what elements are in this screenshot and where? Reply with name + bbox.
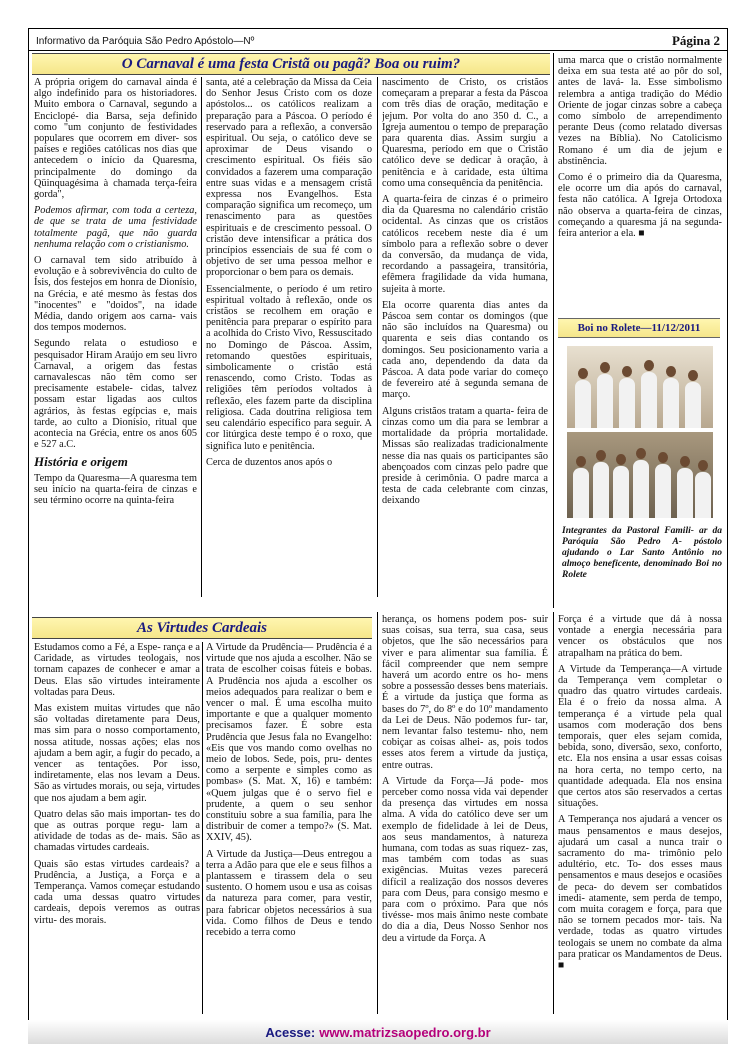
photo-caption: Integrantes da Pastoral Famili- ar da Paróquia São Pedro A- póstolo ajudando o Lar Santo Antônio no almoço beneficente, denominado Boi no Rolete — [562, 526, 722, 580]
group-photo-top — [567, 346, 713, 428]
paragraph: Essencialmente, o período é um retiro espiritual voltado à reflexão, onde os cristãos se recolhem em oração e penitência para preparar o espírito para a acolhida do Cristo Vivo, Ressuscitado no Domingo de Páscoa. Assim, retomando questões espirituais, simbolicamente o cristão está renascendo, como Cristo. Todas as religiões têm períodos voltados à reflexão, eles fazem parte da disciplina religiosa. Cada doutrina religiosa tem seu calendário específico para seguir. A cor litúrgica deste tempo é o roxo, que significa luto e penitência. — [206, 283, 372, 452]
paragraph: A Virtude da Prudência— Prudência é a virtude que nos ajuda a escolher. Não se trata de escolher coisas fúteis e bobas. A Prudência nos ajuda a escolher os meios adequados para realizar o bem e vencer o mal. É uma escolha muito importante e que a qualquer momento precisamos fazer. É sobre esta Prudência que Jesus fala no Evangelho: «Eis que vos mando como ovelhas no meio de lobos. Sede, pois, pru- dentes como a serpente e simples como as pombas» (S. Mat. X, 16) e também: «Quem julgas que é o servo fiel e prudente, a quem o seu senhor constituiu sobre a sua família, para lhe distribuir de comer a tempo?» (S. Mat. XXIV, 45). — [206, 642, 372, 844]
paragraph: A Temperança nos ajudará a vencer os maus pensamentos e maus desejos, ajudará um casal a nunca trair o sacramento do ma- trimônio pelo adultério, etc. To- dos esses maus pensamentos e maus desejos e ocasiões de peca- do devem ser combatidos imedi- atamente, sem perda de tempo, com muita coragem e força, para que não se tornem pecados mor- tais. Na verdade, todas as quatro virtudes teologais se unem no combate da alma para praticar os Mandamentos de Deus. ■ — [558, 814, 722, 972]
website-link[interactable]: www.matrizsaopedro.org.br — [319, 1024, 491, 1040]
column-divider — [553, 53, 554, 608]
paragraph: A quarta-feira de cinzas é o primeiro dia da Quaresma no calendário cristão ocidental. As cinzas que os cristãos católicos recebem neste dia é um símbolo para a reflexão sobre o dever da conversão, da mudança de vida, recordando a passageira, transitória, efêmera fragilidade da vida humana, sujeita à morte. — [382, 194, 548, 295]
carnaval-title-banner — [32, 53, 550, 75]
paragraph: Cerca de duzentos anos após o — [206, 456, 333, 468]
footer-bar — [28, 1020, 728, 1044]
paragraph: A Virtude da Força—Já pode- mos perceber como nossa vida vai depender da presença das virtudes em nossa alma. A vida do católico deve ser um exemplo de fidelidade à lei de Deus, aos seus mandamentos, à natureza humana, com todas as suas riquez- zas, mas também com todas as suas exigências. Muitas vezes parecerá difícil a realização dos nossos deveres para com Deus, para consigo mesmo e para com o próximo. Para que nós tivésse- mos mais ânimo neste combate do dia a dia, Deus Nosso Senhor nos deu a virtude da Força. A — [382, 775, 548, 944]
carnaval-title: O Carnaval é uma festa Cristã ou pagã? Boa ou ruim? — [121, 55, 461, 72]
header-rule — [28, 50, 728, 51]
boi-no-rolete-title: Boi no Rolete—11/12/2011 — [558, 318, 720, 338]
paragraph: Como é o primeiro dia da Quaresma, ele ocorre um dia após do carnaval, festa não católica. A Igreja Ortodoxa não observa a quarta-feira de cinzas, começando a quaresma já na segunda-feira anterior a ela. ■ — [558, 172, 722, 240]
paragraph: Ela ocorre quarenta dias antes da Páscoa sem contar os domingos (que não são incluídos na Quaresma) ou quarenta e seis dias contando os domingos. Seu posicionamento varia a cada ano, dependendo da data da Páscoa. A data pode variar do começo de fevereiro até à segunda semana de março. — [382, 299, 548, 401]
publication-name: Informativo da Paróquia São Pedro Apóstolo—Nº — [36, 36, 255, 47]
carnaval-col-4 — [558, 55, 722, 280]
paragraph: nascimento de Cristo, os cristãos começaram a preparar a festa da Páscoa com três dias de oração, meditação e jejum. Por volta do ano 350 d. C., a Igreja aumentou o tempo de preparação para quarenta dias. Assim surgiu a Quaresma, período em que o Cristão católico deve se dedicar à oração, à penitência e à caridade, esta última como uma consequência da penitência. — [382, 77, 548, 189]
column-divider — [377, 77, 378, 597]
page-number: Página 2 — [671, 33, 720, 48]
carnaval-col-1 — [34, 77, 197, 597]
paragraph: Quatro delas são mais importan- tes do que as outras porque regu- lam a atividade de todas as de- mais. São as chamadas virtudes cardeais. — [34, 808, 200, 854]
paragraph: herança, os homens podem pos- suir suas coisas, sua terra, sua casa, seus objetos, que lhe são necessários para viver e para alimentar sua família. É fácil compreender que nem sempre haverá um acordo entre os ho- mens sobre a possessão desses bens materiais. É a virtude da justiça que forma as bases do 7º, do 8º e do 10º mandamento da Lei de Deus. Não podemos fur- tar, nem levantar falso testemu- nho, nem cobiçar as coisas alhei- as, pois todos esses atos ferem a virtude da justiça, entre outras. — [382, 614, 548, 771]
column-divider — [377, 612, 378, 1014]
paragraph: A Virtude da Temperança—A virtude da Temperança vem completar o quadro das quatro virtudes cardeais. Ela é o freio da nossa alma. A temperança é a virtude pela qual usamos com moderação dos bens temporais, quer eles sejam comida, bebida, sono, diversão, sexo, conforto, etc. Ela nos ensina a usar essas coisas na hora certa, no tempo certo, na quantidade adequada. Ela nos ensina que certos atos são reservados a certas situações. — [558, 663, 722, 810]
paragraph: Tempo da Quaresma—A quaresma tem seu início na quarta-feira de cinzas e seu término ocorre na quinta-feira — [34, 472, 197, 507]
virtudes-col-2 — [206, 642, 372, 1014]
paragraph: Segundo relata o estudioso e pesquisador Hiram Araújo em seu livro Carnaval, a origem das festas carnavalescas não têm como ser precisamente estabele- cidas, talvez possam estar ligadas aos cultos agrários, às festas egípcias e, mais tarde, ao culto a Dionísio, ritual que acontecia na Grécia, entre os anos 605 e 527 a.C. — [34, 338, 197, 451]
column-divider — [201, 77, 202, 597]
paragraph: santa, até a celebração da Missa da Ceia do Senhor Jesus Cristo com os doze apóstolos... os católicos realizam a preparação para a Páscoa. O período é reservado para a reflexão, a conversão espiritual. Ou seja, o católico deve se aproximar de Deus visando o crescimento espiritual. Os fiéis são convidados a fazerem uma comparação entre suas vidas e a mensagem cristã expressa nos Evangelhos. Esta comparação significa um recomeço, um renascimento para as questões espirituais e de crescimento pessoal. O cristão deve intensificar a prática dos princípios essenciais de sua fé com o objetivo de ser uma pessoa melhor e proporcionar o bem para os demais. — [206, 77, 372, 279]
virtudes-col-4 — [558, 614, 722, 1014]
column-divider — [553, 612, 554, 1014]
virtudes-title-banner — [32, 617, 372, 639]
paragraph: Quais são estas virtudes cardeais? a Prudência, a Justiça, a Força e a Temperança. Vamos começar estudando cada uma dessas quatro virtudes cardeais, depois veremos as outras virtu- des morais. — [34, 858, 200, 926]
paragraph: Estudamos como a Fé, a Espe- rança e a Caridade, as virtudes teologais, nos tornam capazes de conhecer e amar a Deus. Elas são virtudes inteiramente voltadas para Deus. — [34, 642, 200, 698]
paragraph-italic: Podemos afirmar, com toda a certeza, de que se trata de uma festividade totalmente pagã, que não guarda nenhuma relação com o cristianismo. — [34, 205, 197, 250]
carnaval-col-3 — [382, 77, 548, 597]
paragraph: uma marca que o cristão normalmente deixa em sua testa até ao pôr do sol, antes de lavá- la. Esse simbolismo relembra a antiga tradição do Médio Oriente de jogar cinzas sobre a cabeça como símbolo de arrependimento perante Deus (como relatado diversas vezes na Bíblia). No Catolicismo Romano é um dia de jejum e abstinência. — [558, 55, 722, 167]
virtudes-col-1 — [34, 642, 200, 1014]
paragraph: A Virtude da Justiça—Deus entregou a terra a Adão para que ele e seus filhos a plantassem e tirassem dela o seu sustento. O homem usou e usa as coisas da natureza para comer, para vestir, para fabricar objetos necessários à sua vida. Como filhos de Deus e tendo recebido a terra como — [206, 848, 372, 939]
virtudes-col-3 — [382, 614, 548, 1014]
historia-subheading: História e origem — [34, 453, 128, 469]
virtudes-title: As Virtudes Cardeais — [136, 619, 268, 636]
paragraph: Força é a virtude que dá à nossa vontade a energia necessária para vencer os obstáculos que nos atrapalham na prática do bem. — [558, 614, 722, 659]
footer-label: Acesse: — [265, 1024, 316, 1040]
column-divider — [202, 642, 203, 1014]
paragraph: O carnaval tem sido atribuído à evolução e à sobrevivência do culto de Ísis, dos festejos em honra de Dionísio, na Grécia, e até mesmo às festas dos "inocentes" e "doidos", na idade Média, dando origem aos carna- vais dos tempos modernos. — [34, 255, 197, 334]
paragraph: Alguns cristãos tratam a quarta- feira de cinzas como um dia para se lembrar a mortalidade da própria mortalidade. Missas são realizadas tradicionalmente nesse dia nas quais os participantes são abençoados com cinzas pelo padre que preside à cerimônia. O padre marca a testa de cada celebrante com cinzas, deixando — [382, 405, 548, 507]
group-photo-bottom — [567, 432, 713, 518]
paragraph: Mas existem muitas virtudes que não são voltadas diretamente para Deus, mas sim para o nosso comportamento, nossa atitude, nossas ações; elas nos ajudam a bem agir, a fugir do pecado, a vencer as tentações. Por isso, indiretamente, elas nos levam a Deus. São as virtudes morais, ou seja, virtudes que nos ajudam a bem agir. — [34, 703, 200, 804]
paragraph: A própria origem do carnaval ainda é algo indefinido para os historiadores. Muito embora o Carnaval, segundo a Enciclopé- dia Barsa, seja definido como "um conjunto de festividades populares que ocorrem em diver- sos países e regiões católicas nos dias que antecedem o início da Quaresma, principalmente do domingo da Qüinquagésima à chamada terça-feira gorda", — [34, 77, 197, 201]
carnaval-col-2 — [206, 77, 372, 597]
